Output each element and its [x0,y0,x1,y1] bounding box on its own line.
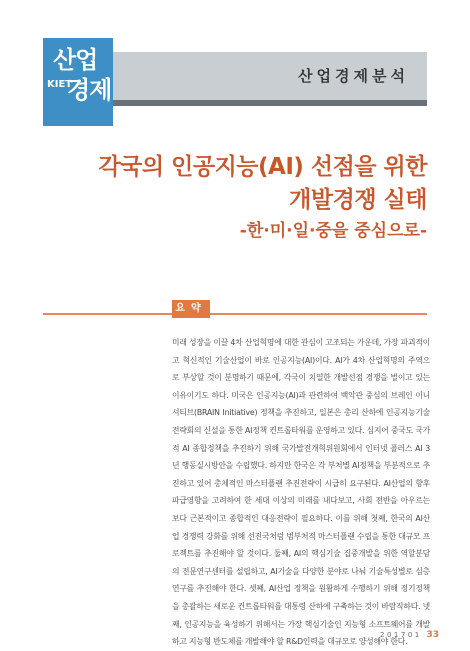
article-subtitle: -한·미·일·중을 중심으로- [239,221,427,241]
logo-text-line1: 산업 [53,46,98,74]
logo-kiet-text: KIET [47,79,73,90]
header-band-strip [113,100,427,106]
header-band [113,52,427,100]
page-number: 33 [426,630,439,640]
summary-label: 요약 [172,300,210,318]
issue-number: 201701 [380,631,422,639]
journal-logo [43,38,113,126]
page-footer [380,630,439,640]
section-title: 산업경제분석 [298,67,409,85]
logo-text-line2: 경제 [67,76,112,104]
article-title-line2: 개발경쟁 실태 [289,187,427,213]
summary-divider [43,313,427,315]
summary-body: 미래 성장을 이끌 4차 산업혁명에 대한 관심이 고조되는 가운데, 가장 파괴적이고 혁신적인 기술산업이 바로 인공지능(AI)이다. AI가 4차 산업혁명의 주역으로 부상할 것이 분명하기 때문에, 각국이 치열한 개발선점 경쟁을 벌이고 있는 이유이기도 하다. 미국은 인공지능(AI)과 관련하여 백악관 중심의 브레인 이니셔티브(BRAIN Initiative) 정책을 추진하고, 일본은 총리 산하에 인공지능기술전략회의 신설을 통한 AI정책 컨트롤타워를 운영하고 있다. 심지어 중국도 국가적 AI 종합정책을 추진하기 위해 국가발전개혁위원회에서 인터넷 플러스 AI 3년 행동실시방안을 수립했다. 하지만 한국은 각 부처별 AI정책을 부분적으로 추진하고 있어 총체적인 마스터플랜 추진전략이 시급히 요구된다. AI산업의 향후 파급영향을 고려하여 한 세대 이상의 미래를 내다보고, 사회 전반을 아우르는 보다 근본적이고 종합적인 대응전략이 필요하다. 이를 위해 첫째, 한국의 AI산업 경쟁력 강화를 위해 선진국처럼 범부처적 마스터플랜 수립을 통한 대규모 프로젝트를 추진해야 할 것이다. 둘째, AI의 핵심기술 집중개발을 위한 역할분담의 전문연구센터를 설립하고, AI기술을 다양한 분야로 나눠 기술특성별로 심층연구를 추진해야 한다. 셋째, AI산업 정책을 원활하게 수행하기 위해 정기정책을 총괄하는 새로운 컨트롤타워를 대통령 산하에 구축하는 것이 바람직하다. 넷째, 인공지능을 육성하기 위해서는 가장 핵심기술인 지능형 소프트웨어를 개발하고 지능형 반도체를 개발해야 할 R&D인력을 대규모로 양성해야 한다. [172,338,430,647]
article-title-line1: 각국의 인공지능(AI) 선점을 위한 [98,154,427,180]
